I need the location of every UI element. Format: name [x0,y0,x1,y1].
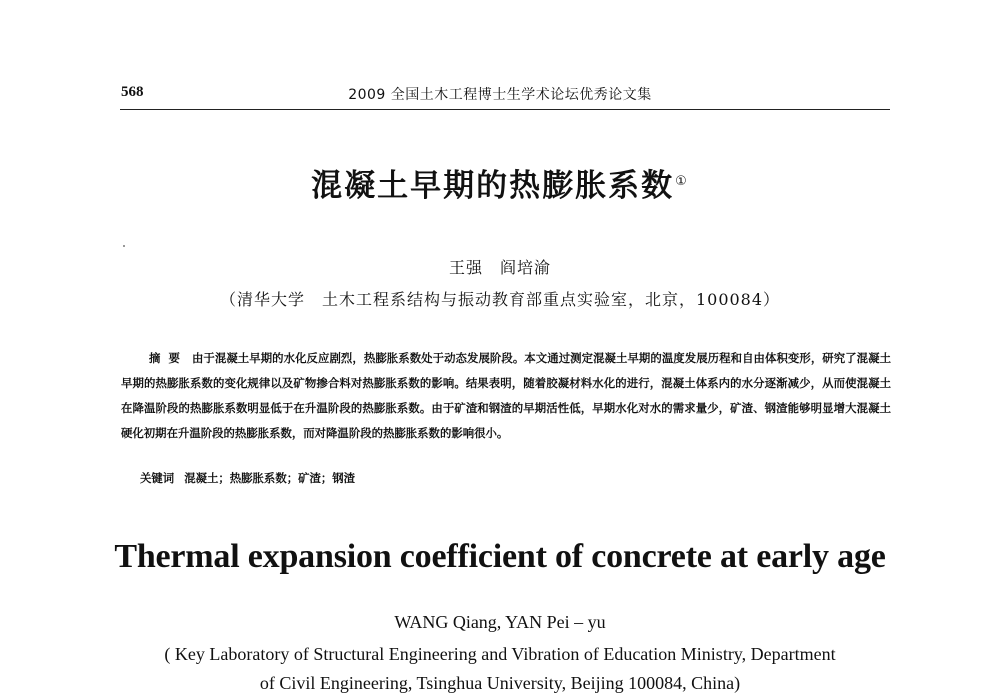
title-chinese [0,160,1000,205]
affiliation-chinese: （清华大学 土木工程系结构与振动教育部重点实验室，北京，100084） [219,290,781,309]
margin-speck [123,245,125,247]
affiliation-english-line-1: ( Key Laboratory of Structural Engineering and Vibration of Education Ministry, Department [164,644,836,664]
keywords-chinese [140,470,890,486]
title-chinese-text: 混凝土早期的热膨胀系数 [311,168,675,204]
page-number: 568 [121,84,144,100]
authors-english: WANG Qiang, YAN Pei – yu [394,612,606,632]
keywords-label: 关键词 [140,471,175,485]
header-rule [120,109,890,110]
abstract-label: 摘要 [149,351,188,365]
title-footnote-mark: ① [675,173,689,189]
affiliation-english-line-2: of Civil Engineering, Tsinghua University, Beijing 100084, China) [259,673,741,693]
title-english: Thermal expansion coefficient of concrete at early age [114,538,886,575]
running-head: 2009 全国土木工程博士生学术论坛优秀论文集 [348,87,652,103]
authors-chinese: 王强 阎培渝 [448,258,551,277]
abstract-chinese [121,346,891,446]
abstract-text: 由于混凝土早期的水化反应剧烈，热膨胀系数处于动态发展阶段。本文通过测定混凝土早期的温度发展历程和自由体积变形，研究了混凝土早期的热膨胀系数的变化规律以及矿物掺合料对热膨胀系数的影响。结果表明，随着胶凝材料水化的进行，混凝土体系内的水分逐渐减少，从而使混凝土在降温阶段的热膨胀系数明显低于在升温阶段的热膨胀系数。由于矿渣和钢渣的早期活性低，早期水化对水的需求量少，矿渣、钢渣能够明显增大混凝土硬化初期在升温阶段的热膨胀系数，而对降温阶段的热膨胀系数的影响很小。 [121,351,891,440]
keywords-text: 混凝土；热膨胀系数；矿渣；钢渣 [184,471,356,485]
